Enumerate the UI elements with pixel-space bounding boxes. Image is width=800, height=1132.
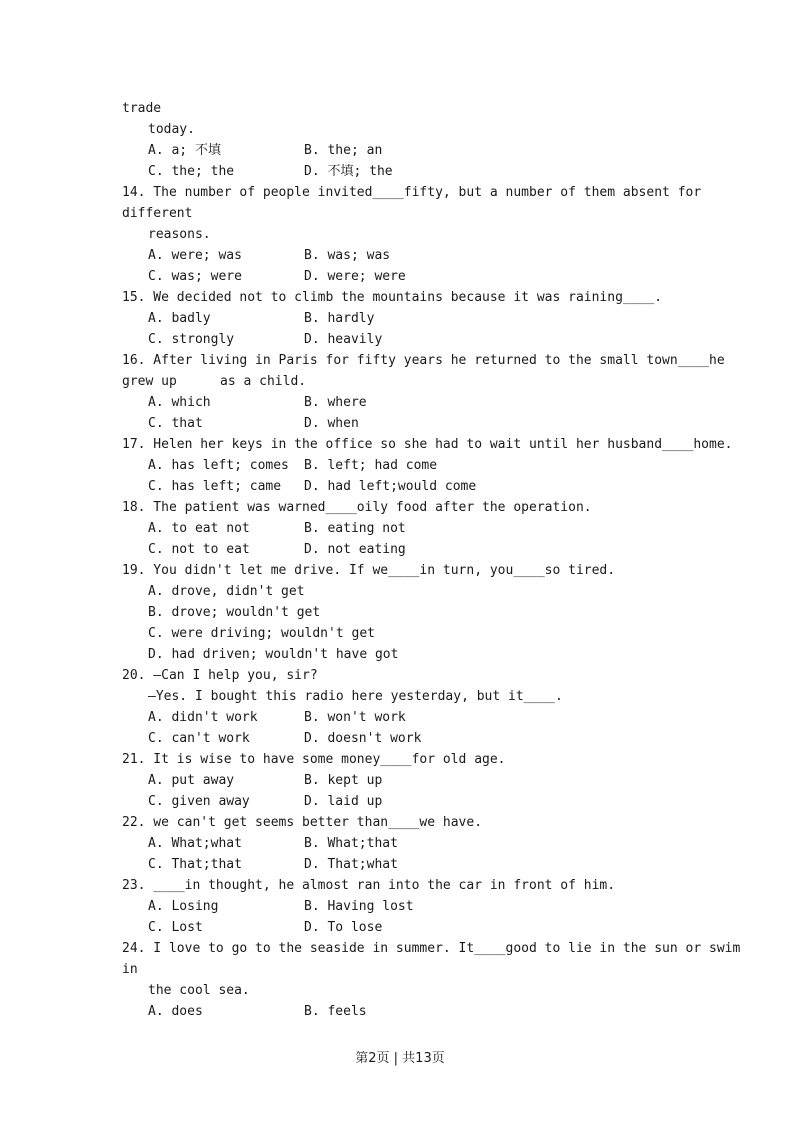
option: A. didn't work (148, 710, 258, 725)
question-20: 20. —Can I help you, sir? (122, 668, 318, 683)
option: C. has left; came (148, 479, 282, 494)
text-line: in (122, 962, 138, 977)
question-22: 22. we can't get seems better than____we have. (122, 815, 483, 830)
option: C. not to eat (148, 542, 250, 557)
text-line: —Yes. I bought this radio here yesterday, but it____. (148, 689, 563, 704)
text-line: the cool sea. (148, 983, 250, 998)
option: D. doesn't work (304, 731, 422, 746)
option: B. hardly (304, 311, 375, 326)
option: B. left; had come (304, 458, 438, 473)
question-14: 14. The number of people invited____fifty, but a number of them absent for (122, 185, 702, 200)
option: C. that (148, 416, 203, 431)
text-line: trade (122, 101, 162, 116)
text-line: grew up (122, 374, 177, 389)
option: D. when (304, 416, 359, 431)
question-24: 24. I love to go to the seaside in summer. It____good to lie in the sun or swim (122, 941, 741, 956)
option: D. heavily (304, 332, 383, 347)
option: C. was; were (148, 269, 242, 284)
option: D. were; were (304, 269, 406, 284)
option: B. won't work (304, 710, 406, 725)
option: B. eating not (304, 521, 406, 536)
option: A. which (148, 395, 211, 410)
text-line: different (122, 206, 193, 221)
option: C. given away (148, 794, 250, 809)
text-line: as a child. (220, 374, 307, 389)
question-15: 15. We decided not to climb the mountains because it was raining____. (122, 290, 663, 305)
text-line: today. (148, 122, 195, 137)
text-line: reasons. (148, 227, 211, 242)
option: A. drove, didn't get (148, 584, 305, 599)
option: D. To lose (304, 920, 383, 935)
option: D. had left;would come (304, 479, 477, 494)
option: B. where (304, 395, 367, 410)
option: D. laid up (304, 794, 383, 809)
page-footer: 第2页 | 共13页 (355, 1051, 445, 1066)
option: B. What;that (304, 836, 398, 851)
option: A. has left; comes (148, 458, 289, 473)
option: C. can't work (148, 731, 250, 746)
option: D. 不填; the (304, 164, 393, 179)
option: B. the; an (304, 143, 383, 158)
option: B. Having lost (304, 899, 414, 914)
question-16: 16. After living in Paris for fifty years he returned to the small town____he (122, 353, 725, 368)
option: A. does (148, 1004, 203, 1019)
option: B. was; was (304, 248, 391, 263)
option: C. That;that (148, 857, 242, 872)
question-23: 23. ____in thought, he almost ran into the car in front of him. (122, 878, 616, 893)
option: A. to eat not (148, 521, 250, 536)
option: A. were; was (148, 248, 242, 263)
option: A. What;what (148, 836, 242, 851)
option: A. a; 不填 (148, 143, 221, 158)
option: A. put away (148, 773, 235, 788)
question-21: 21. It is wise to have some money____for old age. (122, 752, 506, 767)
option: D. That;what (304, 857, 398, 872)
option: C. Lost (148, 920, 203, 935)
option: A. badly (148, 311, 211, 326)
option: B. drove; wouldn't get (148, 605, 321, 620)
option: D. not eating (304, 542, 406, 557)
option: B. feels (304, 1004, 367, 1019)
question-18: 18. The patient was warned____oily food after the operation. (122, 500, 592, 515)
option: C. strongly (148, 332, 235, 347)
option: B. kept up (304, 773, 383, 788)
option: A. Losing (148, 899, 219, 914)
question-19: 19. You didn't let me drive. If we____in turn, you____so tired. (122, 563, 616, 578)
option: C. were driving; wouldn't get (148, 626, 375, 641)
option: C. the; the (148, 164, 235, 179)
option: D. had driven; wouldn't have got (148, 647, 399, 662)
question-17: 17. Helen her keys in the office so she had to wait until her husband____home. (122, 437, 733, 452)
